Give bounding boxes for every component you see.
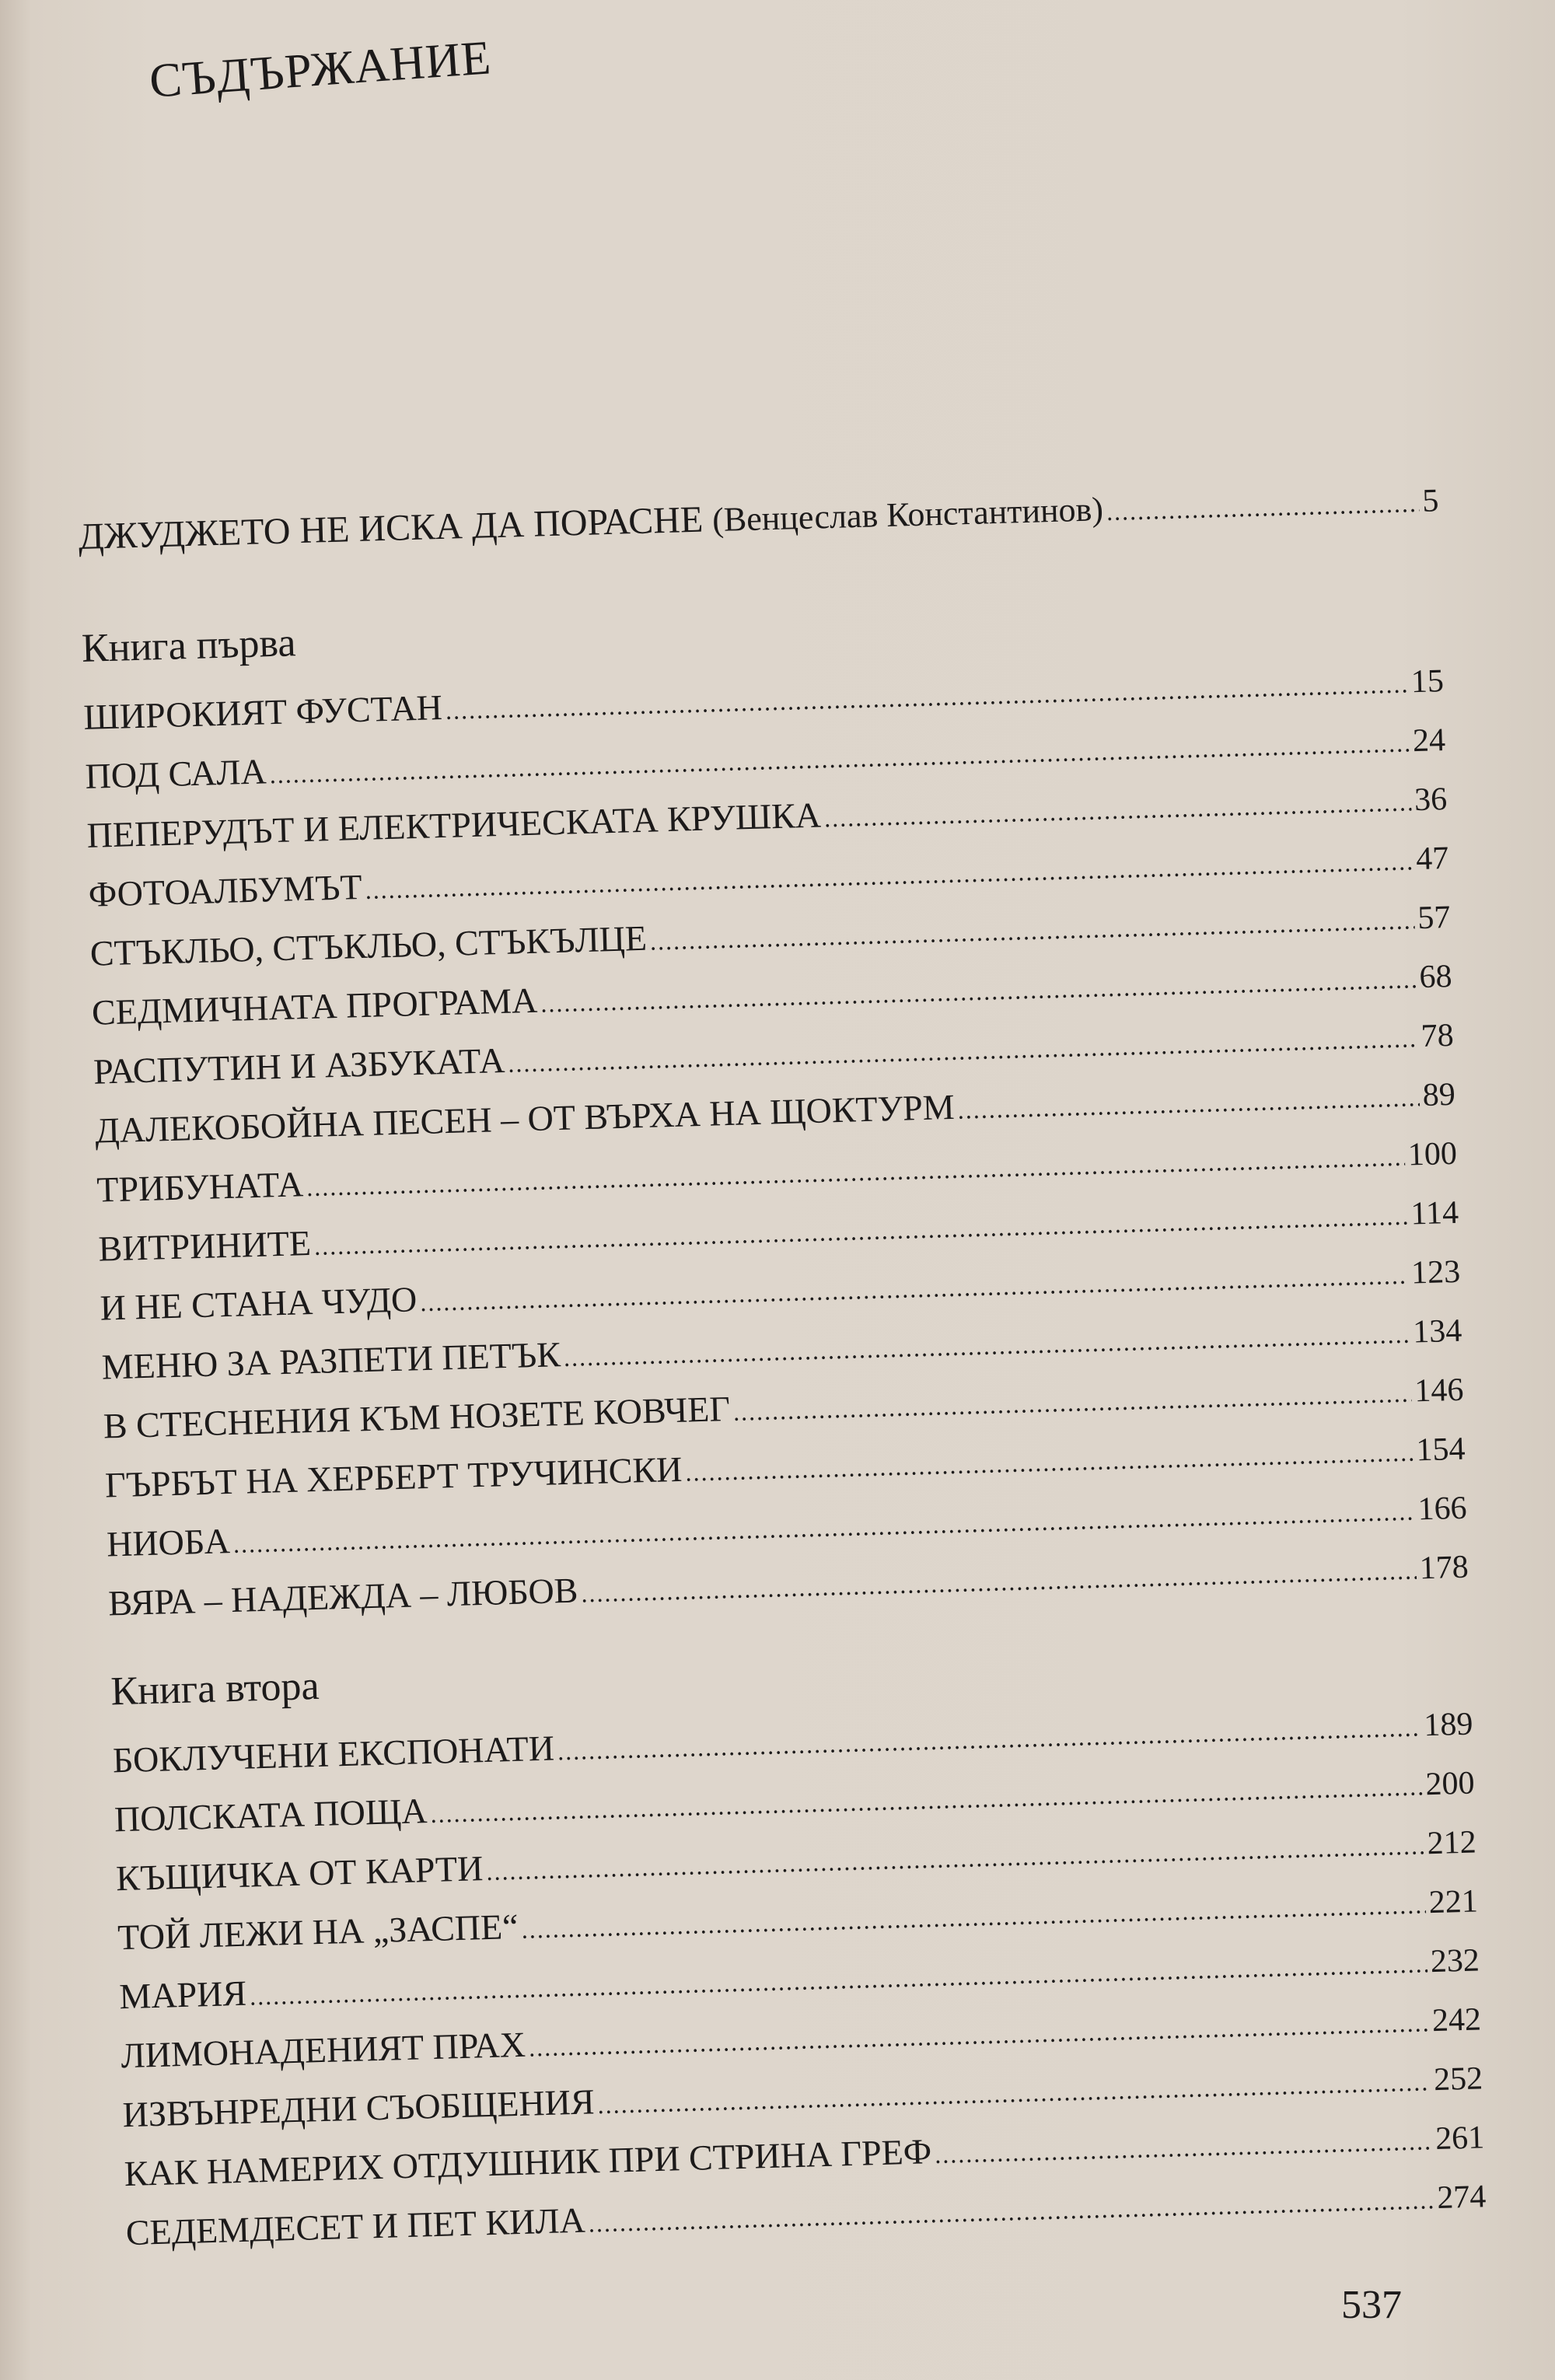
toc-entry-title: КЪЩИЧКА ОТ КАРТИ — [115, 1848, 484, 1899]
toc-entry-title: ИЗВЪНРЕДНИ СЪОБЩЕНИЯ — [121, 2081, 596, 2135]
toc-entry-page: 47 — [1415, 840, 1449, 878]
toc-entry-page: 154 — [1415, 1431, 1466, 1469]
toc-entry-page: 57 — [1417, 899, 1451, 937]
toc-entry-title: МАРИЯ — [118, 1973, 247, 2017]
toc-entry-page: 123 — [1410, 1253, 1461, 1291]
toc-entry-page: 146 — [1413, 1372, 1464, 1410]
toc-entry-page: 274 — [1436, 2179, 1487, 2217]
toc-entry-title: ТРИБУНАТА — [96, 1164, 304, 1210]
toc-entry-title: СТЪКЛЬО, СТЪКЛЬО, СТЪКЪЛЦЕ — [89, 917, 648, 973]
toc-entry-page: 5 — [1421, 483, 1440, 519]
toc-entry-page: 36 — [1413, 781, 1448, 819]
book-two-list — [112, 1695, 1487, 2265]
toc-entry-page: 178 — [1419, 1549, 1469, 1587]
toc-entry-title: СЕДМИЧНАТА ПРОГРАМА — [91, 980, 538, 1033]
toc-entry-title: РАСПУТИН И АЗБУКАТА — [93, 1040, 505, 1092]
toc-entry-title: НИОБА — [106, 1521, 231, 1564]
book-one-heading: Книга първа — [81, 620, 297, 671]
toc-entry-page: 78 — [1420, 1017, 1455, 1055]
toc-entry-title: БОКЛУЧЕНИ ЕКСПОНАТИ — [112, 1728, 555, 1781]
toc-entry-page: 100 — [1407, 1135, 1458, 1173]
table-of-contents — [78, 471, 1487, 2264]
toc-entry-title: МЕНЮ ЗА РАЗПЕТИ ПЕТЪК — [101, 1334, 561, 1387]
toc-entry-page: 114 — [1410, 1194, 1459, 1232]
toc-entry-page: 89 — [1422, 1076, 1456, 1113]
toc-entry-page: 232 — [1430, 1942, 1480, 1980]
toc-entry-page: 212 — [1426, 1824, 1477, 1862]
book-one-list — [82, 652, 1469, 1634]
page-number: 537 — [1341, 2283, 1402, 2327]
toc-entry-page: 134 — [1412, 1312, 1462, 1351]
toc-entry-title: ГЪРБЪТ НА ХЕРБЕРТ ТРУЧИНСКИ — [104, 1449, 683, 1505]
toc-entry-title: ТОЙ ЛЕЖИ НА „ЗАСПЕ“ — [117, 1906, 519, 1958]
toc-entry-title: В СТЕСНЕНИЯ КЪМ НОЗЕТЕ КОВЧЕГ — [103, 1389, 731, 1446]
prologue-author: (Венцеслав Константинов) — [711, 490, 1104, 540]
toc-entry-page: 261 — [1434, 2120, 1485, 2158]
toc-entry-page: 68 — [1418, 958, 1453, 996]
toc-entry-page: 189 — [1423, 1706, 1473, 1744]
toc-entry-page: 166 — [1417, 1490, 1468, 1528]
toc-entry-page: 15 — [1410, 663, 1445, 701]
toc-entry-title: ПОД САЛА — [84, 751, 267, 796]
toc-entry-title: КАК НАМЕРИХ ОТДУШНИК ПРИ СТРИНА ГРЕФ — [124, 2131, 932, 2194]
toc-entry-title: ВИТРИНИТЕ — [97, 1223, 312, 1269]
toc-entry-title: ПОЛСКАТА ПОЩА — [114, 1791, 428, 1840]
toc-entry-title: ШИРОКИЯТ ФУСТАН — [82, 687, 443, 737]
toc-entry-page: 242 — [1431, 2001, 1482, 2039]
toc-entry-title: ВЯРА – НАДЕЖДА – ЛЮБОВ — [107, 1570, 578, 1623]
prologue-title: ДЖУДЖЕТО НЕ ИСКА ДА ПОРАСНЕ — [78, 498, 704, 557]
toc-entry-title: ПЕПЕРУДЪТ И ЕЛЕКТРИЧЕСКАТА КРУШКА — [86, 795, 822, 855]
book-two-heading: Книга втора — [110, 1663, 320, 1714]
toc-entry-title: ДАЛЕКОБОЙНА ПЕСЕН – ОТ ВЪРХА НА ЩОКТУРМ — [94, 1086, 956, 1151]
dot-leader — [1106, 472, 1420, 540]
toc-entry-page: 200 — [1424, 1765, 1476, 1803]
toc-entry-title: И НЕ СТАНА ЧУДО — [99, 1279, 418, 1328]
toc-entry-title: СЕДЕМДЕСЕТ И ПЕТ КИЛА — [125, 2200, 586, 2253]
toc-entry-title: ЛИМОНАДЕНИЯТ ПРАХ — [120, 2024, 526, 2076]
toc-entry-page: 24 — [1412, 722, 1446, 760]
toc-entry-title: ФОТОАЛБУМЪТ — [88, 866, 363, 914]
toc-entry-page: 252 — [1433, 2060, 1483, 2099]
contents-heading: СЪДЪРЖАНИЕ — [148, 31, 494, 108]
toc-entry-page: 221 — [1428, 1883, 1479, 1921]
